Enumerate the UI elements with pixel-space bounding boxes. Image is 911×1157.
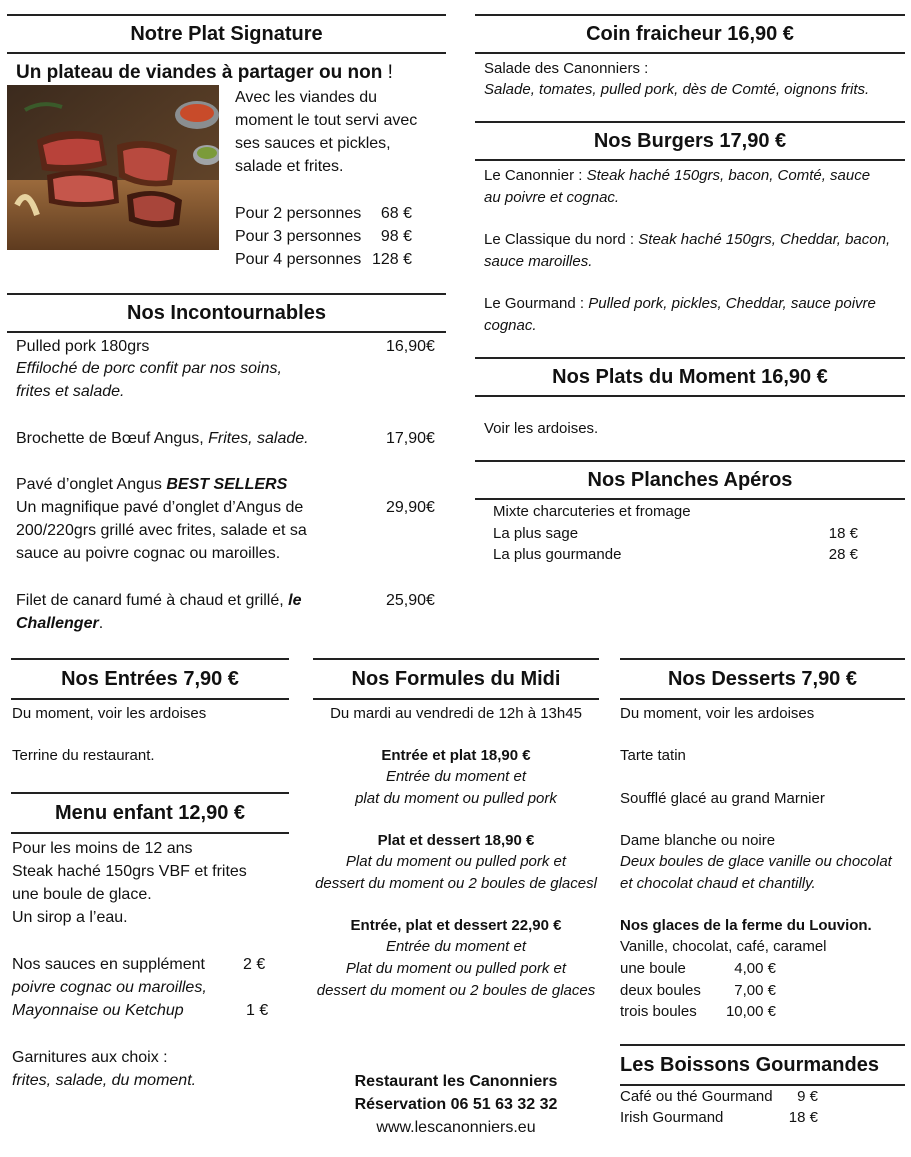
formules-header: Nos Formules du Midi: [313, 658, 599, 700]
planche-sage-price: 18 €: [828, 525, 858, 542]
boisson-2-price: 18 €: [788, 1109, 818, 1126]
signature-price-label-3: Pour 3 personnes: [235, 228, 362, 245]
canard-price: 25,90€: [386, 592, 435, 609]
reservation-phone[interactable]: Réservation 06 51 63 32 32: [354, 1096, 558, 1113]
moment-header: Nos Plats du Moment 16,90 €: [475, 357, 905, 397]
fraicheur-name: Salade des Canonniers :: [484, 60, 649, 77]
burger-classique-desc-2: sauce maroilles.: [484, 253, 593, 270]
pulled-pork-desc-1: Effiloché de porc confit par nos soins,: [16, 360, 282, 377]
burger-gourmand-desc-2: cognac.: [484, 317, 537, 334]
desserts-line-5: Deux boules de glace vanille ou chocolat: [620, 853, 892, 870]
burger-canonnier: Le Canonnier : Steak haché 150grs, bacon, Comté, sauce: [484, 167, 871, 184]
website-link[interactable]: www.lescanonniers.eu: [376, 1119, 536, 1136]
sauces-label: Nos sauces en supplément: [12, 956, 205, 973]
desserts-header: Nos Desserts 7,90 €: [620, 658, 905, 700]
formule-3-line-1: Entrée du moment et: [385, 938, 527, 955]
fraicheur-header: Coin fraicheur 16,90 €: [475, 14, 905, 54]
signature-header: Notre Plat Signature: [7, 14, 446, 54]
garnitures-desc: frites, salade, du moment.: [12, 1072, 197, 1089]
formules-intro: Du mardi au vendredi de 12h à 13h45: [330, 705, 582, 722]
enfant-line-3: une boule de glace.: [12, 886, 152, 903]
pulled-pork-name: Pulled pork 180grs: [16, 338, 150, 355]
signature-price-2: 68 €: [380, 205, 412, 222]
mayo-price: 1 €: [246, 1002, 269, 1019]
signature-desc-2: moment le tout servi avec: [235, 112, 418, 129]
onglet-desc-3: sauce au poivre cognac ou maroilles.: [16, 545, 281, 562]
onglet-desc-1: Un magnifique pavé d’onglet d’Angus de: [16, 499, 304, 516]
onglet-price: 29,90€: [386, 499, 435, 516]
planches-header: Nos Planches Apéros: [475, 460, 905, 500]
signature-desc-1: Avec les viandes du: [235, 89, 378, 106]
boisson-1-price: 9 €: [797, 1088, 818, 1105]
boissons-header: Les Boissons Gourmandes: [620, 1044, 905, 1086]
formule-1-line-2: plat du moment ou pulled pork: [355, 790, 557, 807]
desserts-line-4: Dame blanche ou noire: [620, 832, 776, 849]
glace-2-label: deux boules: [620, 982, 701, 999]
glace-3-price: 10,00 €: [725, 1003, 776, 1020]
signature-tagline: Un plateau de viandes à partager ou non !: [16, 62, 393, 83]
planche-gourmande-price: 28 €: [828, 546, 858, 563]
formule-2-line-2: dessert du moment ou 2 boules de glacesl: [315, 875, 597, 892]
glace-2-price: 7,00 €: [734, 982, 776, 999]
burgers-header: Nos Burgers 17,90 €: [475, 121, 905, 161]
enfant-line-4: Un sirop a l’eau.: [12, 909, 128, 926]
glace-1-label: une boule: [620, 960, 686, 977]
desserts-line-3: Soufflé glacé au grand Marnier: [620, 790, 825, 807]
desserts-line-2: Tarte tatin: [620, 747, 686, 764]
enfant-line-1: Pour les moins de 12 ans: [12, 840, 193, 857]
mayo-label: Mayonnaise ou Ketchup: [12, 1002, 184, 1019]
burger-canonnier-desc-2: au poivre et cognac.: [484, 189, 620, 206]
fraicheur-desc: Salade, tomates, pulled pork, dès de Comté, oignons frits.: [484, 81, 870, 98]
planche-gourmande-label: La plus gourmande: [493, 546, 622, 563]
boisson-1-label: Café ou thé Gourmand: [620, 1088, 773, 1105]
signature-photo: [7, 85, 219, 250]
grilled-meat-icon: [7, 85, 219, 250]
entrees-header: Nos Entrées 7,90 €: [11, 658, 289, 700]
signature-desc-4: salade et frites.: [235, 158, 344, 175]
signature-price-4: 128 €: [371, 251, 412, 268]
signature-desc-3: ses sauces et pickles,: [235, 135, 391, 152]
entrees-line-2: Terrine du restaurant.: [12, 747, 155, 764]
glace-1-price: 4,00 €: [734, 960, 776, 977]
glaces-title: Nos glaces de la ferme du Louvion.: [620, 917, 872, 934]
formule-3-line-3: dessert du moment ou 2 boules de glaces: [316, 982, 596, 999]
glaces-flavors: Vanille, chocolat, café, caramel: [620, 938, 827, 955]
planche-sage-label: La plus sage: [493, 525, 579, 542]
burger-gourmand: Le Gourmand : Pulled pork, pickles, Cheddar, sauce poivre: [484, 295, 876, 312]
pulled-pork-price: 16,90€: [386, 338, 435, 355]
formule-1-line-1: Entrée du moment et: [385, 768, 527, 785]
canard-item: Filet de canard fumé à chaud et grillé, le: [16, 592, 302, 609]
garnitures-label: Garnitures aux choix :: [12, 1049, 168, 1066]
entrees-line-1: Du moment, voir les ardoises: [12, 705, 207, 722]
enfant-line-2: Steak haché 150grs VBF et frites: [12, 863, 247, 880]
brochette-item: Brochette de Bœuf Angus, Frites, salade.: [16, 430, 309, 447]
best-sellers-badge: BEST SELLERS: [166, 476, 288, 493]
canard-item-cont: Challenger.: [16, 615, 104, 632]
formule-2-title: Plat et dessert 18,90 €: [377, 832, 535, 849]
signature-price-label-4: Pour 4 personnes: [235, 251, 362, 268]
pulled-pork-desc-2: frites et salade.: [16, 383, 125, 400]
onglet-desc-2: 200/220grs grillé avec frites, salade et sa: [16, 522, 307, 539]
planches-intro: Mixte charcuteries et fromage: [493, 503, 691, 520]
moment-text: Voir les ardoises.: [484, 420, 599, 437]
signature-price-3: 98 €: [380, 228, 412, 245]
signature-price-label-2: Pour 2 personnes: [235, 205, 362, 222]
incontournables-header: Nos Incontournables: [7, 293, 446, 333]
boisson-2-label: Irish Gourmand: [620, 1109, 724, 1126]
sauces-price: 2 €: [243, 956, 266, 973]
brochette-price: 17,90€: [386, 430, 435, 447]
restaurant-name: Restaurant les Canonniers: [354, 1073, 558, 1090]
glace-3-label: trois boules: [620, 1003, 697, 1020]
formule-3-line-2: Plat du moment ou pulled pork et: [345, 960, 567, 977]
onglet-title: Pavé d’onglet Angus BEST SELLERS: [16, 476, 288, 493]
desserts-line-6: et chocolat chaud et chantilly.: [620, 875, 816, 892]
formule-1-title: Entrée et plat 18,90 €: [381, 747, 531, 764]
desserts-line-1: Du moment, voir les ardoises: [620, 705, 815, 722]
enfant-header: Menu enfant 12,90 €: [11, 792, 289, 834]
burger-classique: Le Classique du nord : Steak haché 150grs, Cheddar, bacon,: [484, 231, 891, 248]
sauces-desc: poivre cognac ou maroilles,: [12, 979, 207, 996]
formule-2-line-1: Plat du moment ou pulled pork et: [345, 853, 567, 870]
formule-3-title: Entrée, plat et dessert 22,90 €: [350, 917, 562, 934]
